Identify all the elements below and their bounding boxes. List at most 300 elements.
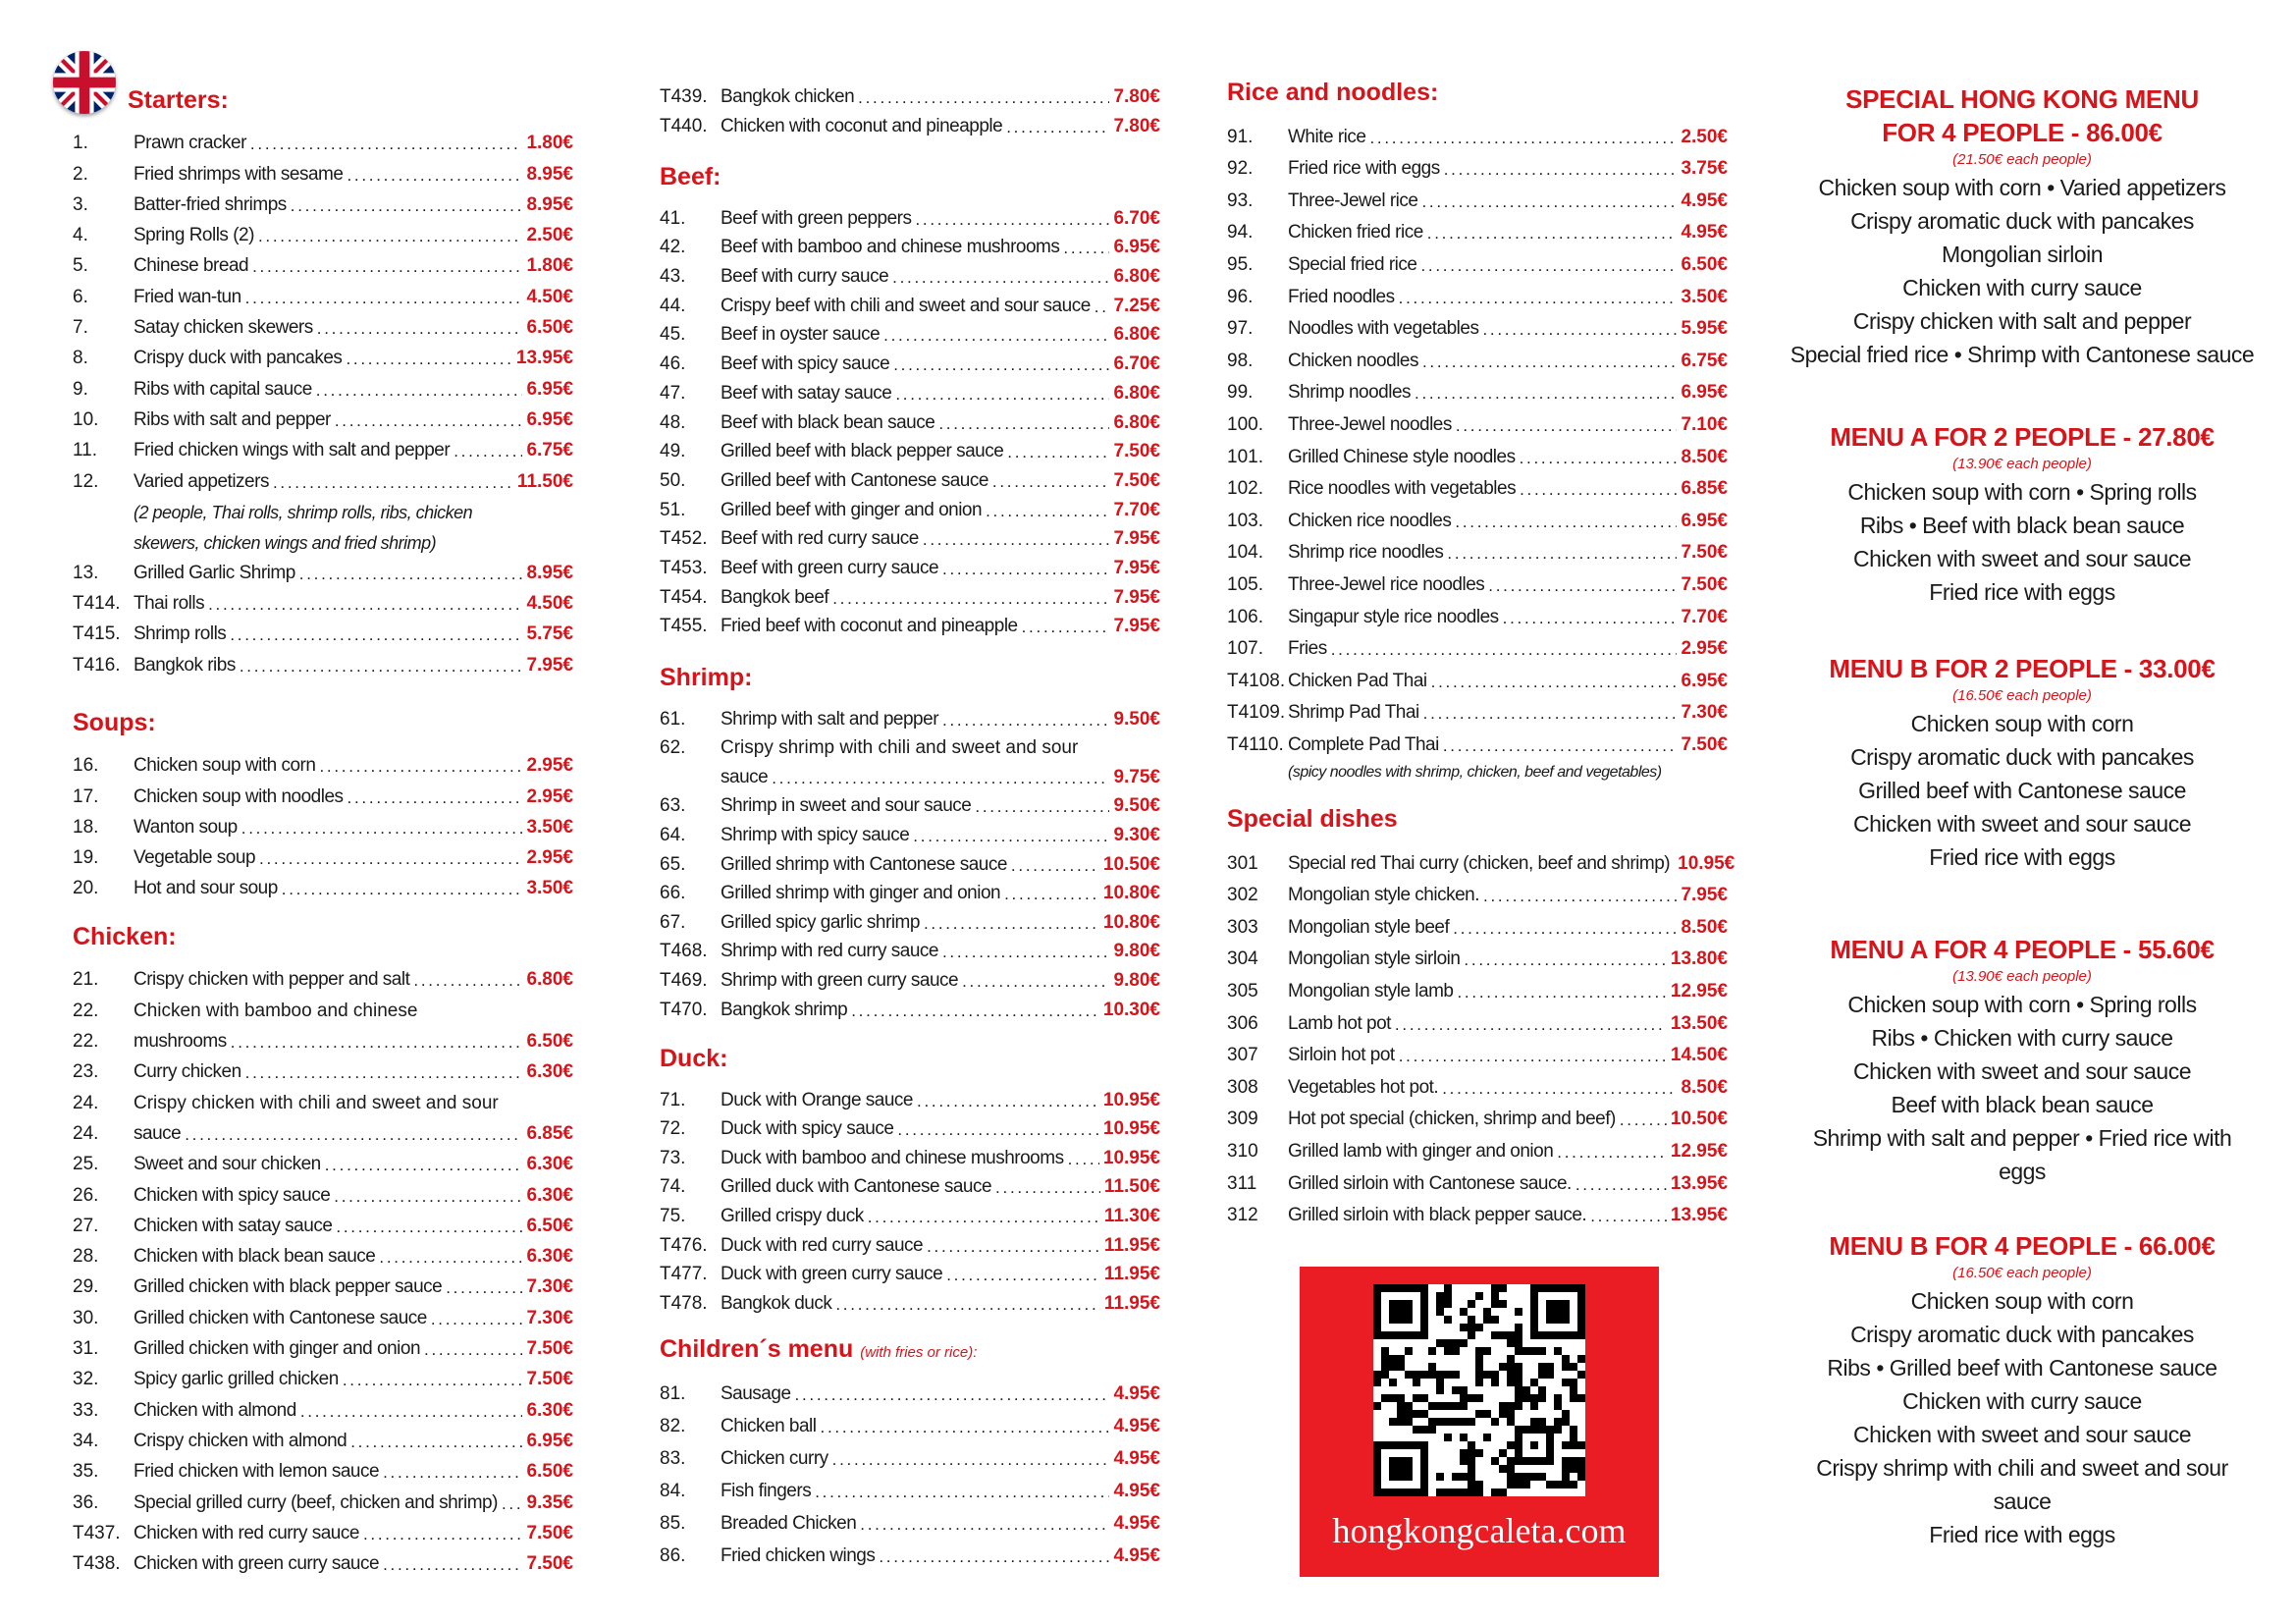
rice-title: Rice and noodles: xyxy=(1227,79,1439,106)
item-number: 19. xyxy=(73,847,99,869)
list-item xyxy=(73,1207,573,1237)
item-price: 2.95€ xyxy=(526,785,573,807)
item-price: 9.50€ xyxy=(1113,708,1160,730)
item-number: 48. xyxy=(660,411,686,433)
chicken-list xyxy=(73,1145,573,1575)
appetizers-note: (2 people, Thai rolls, shrimp rolls, ribs, chicken xyxy=(133,502,473,522)
item-name: Three-Jewel rice noodles xyxy=(1288,573,1485,595)
set-menu xyxy=(1767,933,2277,1188)
item-price: 6.30€ xyxy=(526,1061,573,1083)
item-name: Bangkok chicken xyxy=(721,86,855,107)
item-name: Grilled sirloin with Cantonese sauce. xyxy=(1288,1172,1572,1194)
item-price: 3.75€ xyxy=(1681,158,1728,180)
dot-leader xyxy=(231,1033,523,1053)
item-name: Noodles with vegetables xyxy=(1288,318,1479,340)
item-price: 6.70€ xyxy=(1113,207,1160,229)
list-item xyxy=(660,521,1160,551)
set-menu-dish: Ribs • Grilled beef with Cantonese sauce xyxy=(1827,1355,2217,1380)
item-name: Chicken with green curry sauce xyxy=(133,1553,380,1575)
list-item xyxy=(1227,564,1728,596)
item-price: 5.75€ xyxy=(526,623,573,645)
item-number: 1. xyxy=(73,133,88,154)
item-name: Crispy duck with pancakes xyxy=(133,348,343,369)
item-name: Fries xyxy=(1288,638,1327,660)
dot-leader xyxy=(379,1248,522,1268)
dot-leader xyxy=(1420,256,1677,276)
item-price: 7.30€ xyxy=(526,1276,573,1298)
dot-leader xyxy=(1520,449,1678,468)
item-number: 72. xyxy=(660,1118,686,1140)
list-item xyxy=(73,277,573,307)
chicken-list xyxy=(73,1053,573,1083)
item-price: 7.95€ xyxy=(1113,528,1160,550)
item-number: 34. xyxy=(73,1430,99,1451)
dot-leader xyxy=(346,350,511,369)
starters-section xyxy=(73,86,573,677)
item-number: 23. xyxy=(73,1061,99,1083)
item-name: Fried beef with coconut and pineapple xyxy=(721,616,1018,637)
list-item xyxy=(660,846,1160,876)
shrimp-list xyxy=(660,759,1160,788)
list-item xyxy=(1227,180,1728,212)
item-price: 7.95€ xyxy=(526,654,573,676)
set-menu-price-note: (16.50€ each people) xyxy=(1952,687,2092,704)
set-menu-dish: Crispy shrimp with chili and sweet and sour xyxy=(1816,1455,2228,1481)
list-item xyxy=(73,777,573,807)
dot-leader xyxy=(1456,416,1678,436)
item-price: 7.30€ xyxy=(1681,702,1728,724)
item-name: White rice xyxy=(1288,126,1366,147)
rice-list xyxy=(1227,116,1728,756)
list-item xyxy=(73,154,573,185)
item-price: 13.95€ xyxy=(1670,1205,1728,1226)
list-item xyxy=(73,1544,573,1575)
item-number: 25. xyxy=(73,1154,99,1175)
dot-leader xyxy=(1620,1110,1667,1130)
set-menu-dish: Fried rice with eggs xyxy=(1929,844,2115,870)
item-name: Duck with Orange sauce xyxy=(721,1089,913,1110)
dot-leader xyxy=(291,196,523,216)
item-number: 100. xyxy=(1227,413,1263,435)
item-number: 5. xyxy=(73,255,88,277)
list-item xyxy=(1227,436,1728,468)
list-item xyxy=(660,962,1160,992)
chicken-list xyxy=(73,960,573,991)
item-number: T4108. xyxy=(1227,670,1286,691)
special-list xyxy=(1227,842,1735,1226)
item-name: Grilled duck with Cantonese sauce xyxy=(721,1176,992,1198)
list-item xyxy=(1227,468,1728,501)
dot-leader xyxy=(942,711,1109,731)
soups-section xyxy=(73,709,573,899)
item-price: 14.50€ xyxy=(1670,1045,1728,1066)
item-name: Grilled crispy duck xyxy=(721,1205,864,1226)
set-menu-dish: Chicken with curry sauce xyxy=(1902,275,2142,300)
item-name: Vegetables hot pot. xyxy=(1288,1076,1439,1098)
list-item xyxy=(660,731,1160,760)
list-item xyxy=(73,431,573,461)
item-name: Grilled lamb with ginger and onion xyxy=(1288,1140,1554,1162)
item-price: 7.70€ xyxy=(1681,606,1728,627)
item-name: mushrooms xyxy=(133,1030,227,1052)
children-title xyxy=(660,1335,1160,1373)
list-item xyxy=(660,788,1160,818)
item-price: 4.95€ xyxy=(1681,222,1728,244)
set-menu-dish: Chicken soup with corn xyxy=(1910,711,2134,736)
item-number: 42. xyxy=(660,237,686,258)
item-price: 7.95€ xyxy=(1681,885,1728,906)
item-price: 13.50€ xyxy=(1670,1012,1728,1034)
list-item xyxy=(73,645,573,676)
item-price: 4.95€ xyxy=(1113,1383,1160,1404)
item-number: 83. xyxy=(660,1448,686,1469)
item-name: Ribs with capital sauce xyxy=(133,378,312,400)
item-price: 9.80€ xyxy=(1113,969,1160,991)
item-number: 35. xyxy=(73,1461,99,1483)
set-menu-dish: Ribs • Chicken with curry sauce xyxy=(1871,1025,2173,1051)
item-number: 6. xyxy=(73,286,88,307)
item-number: 11. xyxy=(73,440,98,461)
list-item xyxy=(73,1422,573,1452)
item-name: Prawn cracker xyxy=(133,133,246,154)
item-name: Chicken with bamboo and chinese xyxy=(133,1000,418,1021)
item-price: 6.50€ xyxy=(526,1215,573,1236)
list-item: 24. Crispy chicken with chili and sweet and sour xyxy=(73,1092,499,1113)
item-name: Beef in oyster sauce xyxy=(721,324,881,346)
list-item xyxy=(660,79,1160,108)
list-item xyxy=(73,1483,573,1513)
item-number: 21. xyxy=(73,969,99,991)
set-menu-dish: Mongolian sirloin xyxy=(1941,242,2104,267)
item-number: 64. xyxy=(660,824,686,845)
item-name: sauce xyxy=(133,1122,182,1144)
dot-leader xyxy=(1007,443,1109,462)
item-price: 7.50€ xyxy=(1681,573,1728,595)
item-number: 16. xyxy=(73,755,99,777)
soups-title: Soups: xyxy=(73,709,156,736)
list-item xyxy=(73,1298,573,1328)
dot-leader xyxy=(350,1433,522,1452)
item-price: 6.30€ xyxy=(526,1154,573,1175)
item-name: Grilled shrimp with Cantonese sauce xyxy=(721,853,1007,875)
list-item xyxy=(73,1145,573,1175)
dot-leader xyxy=(317,319,523,339)
item-price: 6.95€ xyxy=(526,1430,573,1451)
item-number: 65. xyxy=(660,853,686,875)
dot-leader xyxy=(992,472,1110,492)
dot-leader xyxy=(424,1340,522,1360)
item-name: Sirloin hot pot xyxy=(1288,1045,1395,1066)
set-menu-dish: Ribs • Beef with black bean sauce xyxy=(1859,513,2185,538)
list-item xyxy=(1227,276,1728,308)
dot-leader xyxy=(1453,919,1677,939)
dot-leader xyxy=(858,88,1109,108)
item-number: 310 xyxy=(1227,1140,1258,1162)
item-name: Crispy chicken with pepper and salt xyxy=(133,969,410,991)
item-number: T452. xyxy=(660,528,708,550)
item-number: 311 xyxy=(1227,1172,1257,1194)
qr-code-box[interactable] xyxy=(1300,1267,1659,1577)
list-item xyxy=(73,401,573,431)
item-price: 7.80€ xyxy=(1113,116,1160,136)
item-number: 32. xyxy=(73,1369,99,1390)
shrimp-list xyxy=(660,701,1160,731)
set-menu xyxy=(1767,82,2277,371)
set-menu-price-note: (21.50€ each people) xyxy=(1952,151,2092,168)
item-price: 8.50€ xyxy=(1681,916,1728,938)
item-name: Shrimp with spicy sauce xyxy=(721,824,910,845)
dot-leader xyxy=(446,1278,522,1298)
dot-leader xyxy=(1011,856,1099,876)
item-number: T414. xyxy=(73,593,121,615)
item-price: 8.95€ xyxy=(526,163,573,185)
item-price: 10.95€ xyxy=(1102,1147,1160,1168)
set-menu-dish: Fried rice with eggs xyxy=(1929,579,2115,605)
item-name: Three-Jewel rice xyxy=(1288,189,1418,211)
item-price: 8.50€ xyxy=(1681,1076,1728,1098)
set-menu-dish: Crispy chicken with salt and pepper xyxy=(1852,308,2192,334)
list-item xyxy=(1227,1163,1728,1195)
item-name: Bangkok ribs xyxy=(133,654,236,676)
list-item xyxy=(1227,340,1728,372)
item-price: 2.50€ xyxy=(1681,126,1728,147)
dot-leader xyxy=(336,1218,522,1237)
list-item xyxy=(1227,1099,1728,1131)
item-price: 11.95€ xyxy=(1103,1264,1160,1285)
set-menu-title: MENU B FOR 2 PEOPLE - 33.00€ xyxy=(1829,654,2216,683)
item-number: T440. xyxy=(660,116,708,136)
item-price: 6.30€ xyxy=(526,1399,573,1421)
item-number: 74. xyxy=(660,1176,686,1198)
item-number: 62. xyxy=(660,737,686,759)
dot-leader xyxy=(1442,1079,1677,1099)
item-number: 46. xyxy=(660,353,686,375)
list-item xyxy=(1227,532,1728,565)
item-name: Special fried rice xyxy=(1288,253,1417,275)
dot-leader xyxy=(300,1402,523,1422)
item-name: Lamb hot pot xyxy=(1288,1012,1391,1034)
item-number: 44. xyxy=(660,295,686,316)
dot-leader xyxy=(832,1450,1110,1470)
dot-leader xyxy=(895,385,1109,405)
item-name: Beef with green curry sauce xyxy=(721,557,939,578)
set-menu-title: FOR 4 PEOPLE - 86.00€ xyxy=(1882,118,2163,147)
list-item xyxy=(1227,875,1728,907)
dot-leader xyxy=(1395,1015,1667,1035)
list-item xyxy=(660,462,1160,492)
item-price: 6.95€ xyxy=(526,408,573,430)
item-number: 301 xyxy=(1227,852,1258,874)
set-menu xyxy=(1767,1229,2277,1551)
set-menu-dish: Chicken soup with corn • Spring rolls xyxy=(1847,479,2197,505)
list-item xyxy=(1227,1002,1728,1035)
list-item xyxy=(660,1405,1160,1437)
item-price: 6.95€ xyxy=(1113,237,1160,258)
list-item xyxy=(73,1390,573,1421)
list-item xyxy=(73,869,573,899)
dot-leader xyxy=(815,1483,1109,1502)
item-number: 104. xyxy=(1227,542,1263,564)
list-item xyxy=(660,904,1160,934)
dot-leader xyxy=(1427,224,1678,244)
item-number: 63. xyxy=(660,795,686,817)
item-number: 47. xyxy=(660,382,686,404)
set-menu-dish: Chicken with sweet and sour sauce xyxy=(1852,546,2192,571)
chicken-list xyxy=(73,1022,573,1053)
item-name: Crispy chicken with chili and sweet and sour xyxy=(133,1092,499,1113)
item-price: 9.80€ xyxy=(1113,941,1160,962)
item-name: Fried wan-tun xyxy=(133,286,241,307)
dot-leader xyxy=(185,1125,522,1145)
item-name: Crispy beef with chili and sweet and sour sauce xyxy=(721,295,1091,316)
item-number: 24. xyxy=(73,1122,99,1144)
item-name: Grilled beef with ginger and onion xyxy=(721,499,983,520)
item-price: 12.95€ xyxy=(1670,1140,1728,1162)
item-name: Three-Jewel noodles xyxy=(1288,413,1452,435)
list-item xyxy=(660,579,1160,609)
list-item xyxy=(660,258,1160,288)
list-item xyxy=(1227,724,1728,756)
item-name: Chicken noodles xyxy=(1288,350,1418,371)
item-number: 312 xyxy=(1227,1205,1258,1226)
item-price: 7.50€ xyxy=(1681,733,1728,755)
item-price: 3.50€ xyxy=(526,878,573,899)
item-price: 7.95€ xyxy=(1113,586,1160,608)
set-menu-dish: eggs xyxy=(1999,1159,2046,1184)
item-name: Mongolian style sirloin xyxy=(1288,948,1461,970)
item-number: 9. xyxy=(73,378,88,400)
starters-list xyxy=(73,554,573,677)
item-price: 3.50€ xyxy=(1681,286,1728,307)
item-name: Duck with bamboo and chinese mushrooms xyxy=(721,1147,1064,1168)
item-number: T478. xyxy=(660,1292,708,1314)
item-number: 98. xyxy=(1227,350,1254,371)
item-number: 106. xyxy=(1227,606,1263,627)
item-name: Shrimp noodles xyxy=(1288,382,1412,404)
chicken-list xyxy=(660,79,1160,137)
dot-leader xyxy=(1068,1150,1099,1169)
item-price: 9.35€ xyxy=(526,1491,573,1513)
dot-leader xyxy=(860,1515,1109,1535)
dot-leader xyxy=(245,1063,523,1083)
item-number: T454. xyxy=(660,586,708,608)
dot-leader xyxy=(299,565,523,584)
item-number: 101. xyxy=(1227,446,1263,467)
set-menu-dish: sauce xyxy=(1993,1489,2052,1514)
item-name: Chinese bread xyxy=(133,255,249,277)
item-price: 10.30€ xyxy=(1102,999,1160,1020)
item-name: Bangkok beef xyxy=(721,586,829,608)
item-name: Grilled chicken with black pepper sauce xyxy=(133,1276,443,1298)
item-number: 4. xyxy=(73,225,88,246)
set-menu-dish: Special fried rice • Shrimp with Cantonese sauce xyxy=(1789,342,2255,367)
dot-leader xyxy=(259,849,522,869)
item-price: 7.50€ xyxy=(526,1553,573,1575)
dot-leader xyxy=(319,757,522,777)
item-number: 302 xyxy=(1227,885,1258,906)
item-name: Mongolian style lamb xyxy=(1288,980,1454,1001)
item-name: Chicken curry xyxy=(721,1448,828,1469)
list-item xyxy=(1227,939,1728,971)
item-price: 10.95€ xyxy=(1102,1089,1160,1110)
item-name: Shrimp in sweet and sour sauce xyxy=(721,795,972,817)
dot-leader xyxy=(1063,239,1109,258)
list-item xyxy=(660,1140,1160,1169)
special-title: Special dishes xyxy=(1227,805,1398,833)
qr-code-icon[interactable] xyxy=(1373,1284,1585,1496)
children-section xyxy=(660,1335,1160,1567)
list-item xyxy=(1227,628,1728,661)
item-name: Chicken ball xyxy=(721,1416,817,1436)
item-number: 41. xyxy=(660,207,686,229)
dot-leader xyxy=(893,355,1109,375)
dot-leader xyxy=(832,589,1109,609)
item-number: 7. xyxy=(73,317,88,339)
item-name: Bangkok shrimp xyxy=(721,999,848,1020)
set-menu-dish: Chicken with sweet and sour sauce xyxy=(1852,1058,2192,1084)
item-name: Fried noodles xyxy=(1288,286,1395,307)
item-name: Chicken fried rice xyxy=(1288,222,1423,244)
website-url[interactable]: hongkongcaleta.com xyxy=(1332,1511,1627,1550)
dot-leader xyxy=(273,473,513,493)
item-number: 61. xyxy=(660,708,686,730)
dot-leader xyxy=(347,166,522,186)
list-item xyxy=(660,492,1160,521)
list-item xyxy=(660,1437,1160,1470)
item-number: T453. xyxy=(660,557,708,578)
list-item xyxy=(73,960,573,991)
item-number: 105. xyxy=(1227,573,1263,595)
list-item xyxy=(1227,308,1728,341)
list-item xyxy=(660,1285,1160,1315)
item-number: 33. xyxy=(73,1399,99,1421)
set-menu-title: MENU A FOR 2 PEOPLE - 27.80€ xyxy=(1830,422,2215,452)
dot-leader xyxy=(343,1371,523,1390)
item-name: Ribs with salt and pepper xyxy=(133,408,331,430)
item-number: T437. xyxy=(73,1522,121,1543)
item-price: 6.80€ xyxy=(1113,411,1160,433)
item-number: 309 xyxy=(1227,1109,1258,1130)
dot-leader xyxy=(915,210,1109,230)
list-item xyxy=(660,609,1160,638)
item-price: 13.95€ xyxy=(515,348,573,369)
list-item xyxy=(660,230,1160,259)
item-number: 27. xyxy=(73,1215,99,1236)
item-name: Beef with black bean sauce xyxy=(721,411,935,433)
list-item xyxy=(660,1082,1160,1111)
dot-leader xyxy=(316,381,523,401)
item-price: 6.85€ xyxy=(1681,478,1728,500)
chicken-continued-list xyxy=(660,79,1160,137)
list-item xyxy=(1227,244,1728,276)
dot-leader xyxy=(1331,640,1678,660)
dot-leader xyxy=(851,1001,1099,1021)
list-item xyxy=(660,434,1160,463)
item-price: 6.95€ xyxy=(1681,670,1728,691)
item-name: Complete Pad Thai xyxy=(1288,733,1439,755)
rice-section xyxy=(1227,79,1728,782)
item-name: Hot and sour soup xyxy=(133,878,278,899)
item-number: 73. xyxy=(660,1147,686,1168)
dot-leader xyxy=(1483,887,1677,906)
dot-leader xyxy=(230,625,522,645)
item-price: 7.50€ xyxy=(1113,441,1160,462)
item-name: Spring Rolls (2) xyxy=(133,225,254,246)
list-item xyxy=(73,554,573,584)
set-menu-dish: Chicken soup with corn • Spring rolls xyxy=(1847,992,2197,1017)
dot-leader xyxy=(1464,950,1666,970)
list-item xyxy=(660,288,1160,317)
